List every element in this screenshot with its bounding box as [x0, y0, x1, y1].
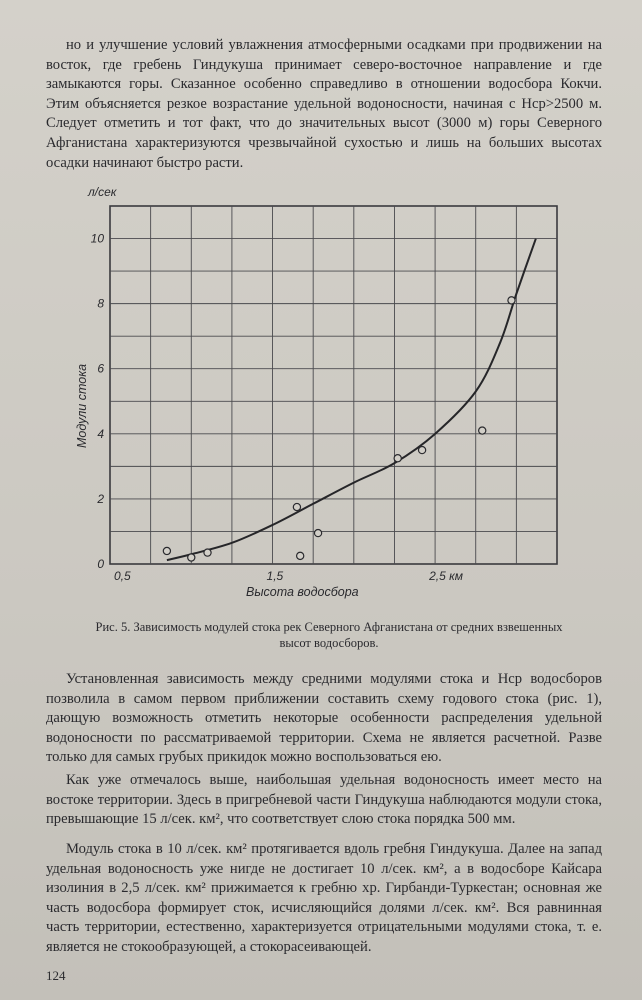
- paragraph-intro: но и улучшение условий увлажнения атмосферными осадками при продвижении на восток, где гребень Гиндукуша принимает северо-восточное направление и где замыкаются горы. Сказанное особенно справедливо в отношении водосбора Кокчи. Этим объясняется резкое возрастание удельной водоносности, начиная с Hср>2500 м. Следует отметить и тот факт, что до значительных высот (3000 м) горы Северного Афганистана характеризуются чрезвычайной сухостью и лишь на больших высотах осадки начинают быстро расти.: [46, 37, 602, 171]
- x-tick-label: 2,5 км: [429, 569, 464, 583]
- data-point: [188, 554, 195, 561]
- chart-ylabel: Модули стока: [75, 363, 89, 448]
- data-point: [293, 503, 300, 510]
- paragraph-dependence: Установленная зависимость между средними модулями стока и Hср водосборов позволила в самом первом приближении составить схему годового стока (рис. 1), дающую возможность отметить некоторые особенности распределения удельной водоносности по рассматриваемой территории. Схема не является расчетной. Разве только для самых грубых прикидок можно воспользоваться ею.: [46, 671, 602, 766]
- chart-curve-layer: [167, 239, 536, 561]
- data-point: [314, 529, 321, 536]
- figure-caption: Рис. 5. Зависимость модулей стока рек Северного Афганистана от средних взвешенных высот водосборов.: [95, 620, 563, 650]
- fitted-curve: [167, 239, 536, 561]
- data-point: [479, 427, 486, 434]
- y-tick-label: 4: [97, 426, 104, 441]
- chart-frame: [110, 206, 557, 564]
- data-point: [163, 547, 170, 554]
- chart-xlabel: Высота водосбора: [246, 585, 359, 599]
- page-number: 124: [46, 968, 66, 983]
- x-tick-label: 1,5: [266, 569, 284, 583]
- y-tick-label: 10: [90, 231, 104, 246]
- y-tick-label: 8: [97, 296, 104, 311]
- data-point: [418, 446, 425, 453]
- data-point: [297, 552, 304, 559]
- y-tick-label: 0: [97, 557, 104, 571]
- y-tick-label: 6: [97, 361, 104, 376]
- data-point: [394, 455, 401, 462]
- chart-ticks-layer: [91, 232, 463, 583]
- chart-unit-label: л/сек: [88, 185, 117, 199]
- x-tick-label: 0,5: [114, 569, 131, 583]
- paragraph-east: Как уже отмечалось выше, наибольшая удельная водоносность имеет место на востоке территории. Здесь в пригребневой части Гиндукуша наблюдаются модули стока, превышающие 15 л/сек. км², что соответствует слою стока порядка 500 мм.: [46, 772, 602, 828]
- paragraph-module: Модуль стока в 10 л/сек. км² протягивается вдоль гребня Гиндукуша. Далее на запад удельная водоносность уже нигде не достигает 10 л/сек. км², а в водосборе Кайсара изолиния в 2,5 л/сек. км² прижимается к гребню хр. Гирбанди-Туркестан; основная же часть водосбора формирует сток, исчисляющийся долями л/сек. км². Вся равнинная часть территории, естественно, характеризуется отрицательными модулями стока, т. е. является не стокообразующей, а стокорасеивающей.: [46, 841, 602, 955]
- y-tick-label: 2: [97, 491, 104, 506]
- data-point: [204, 549, 211, 556]
- data-point: [508, 297, 515, 304]
- chart-grid: [110, 206, 557, 564]
